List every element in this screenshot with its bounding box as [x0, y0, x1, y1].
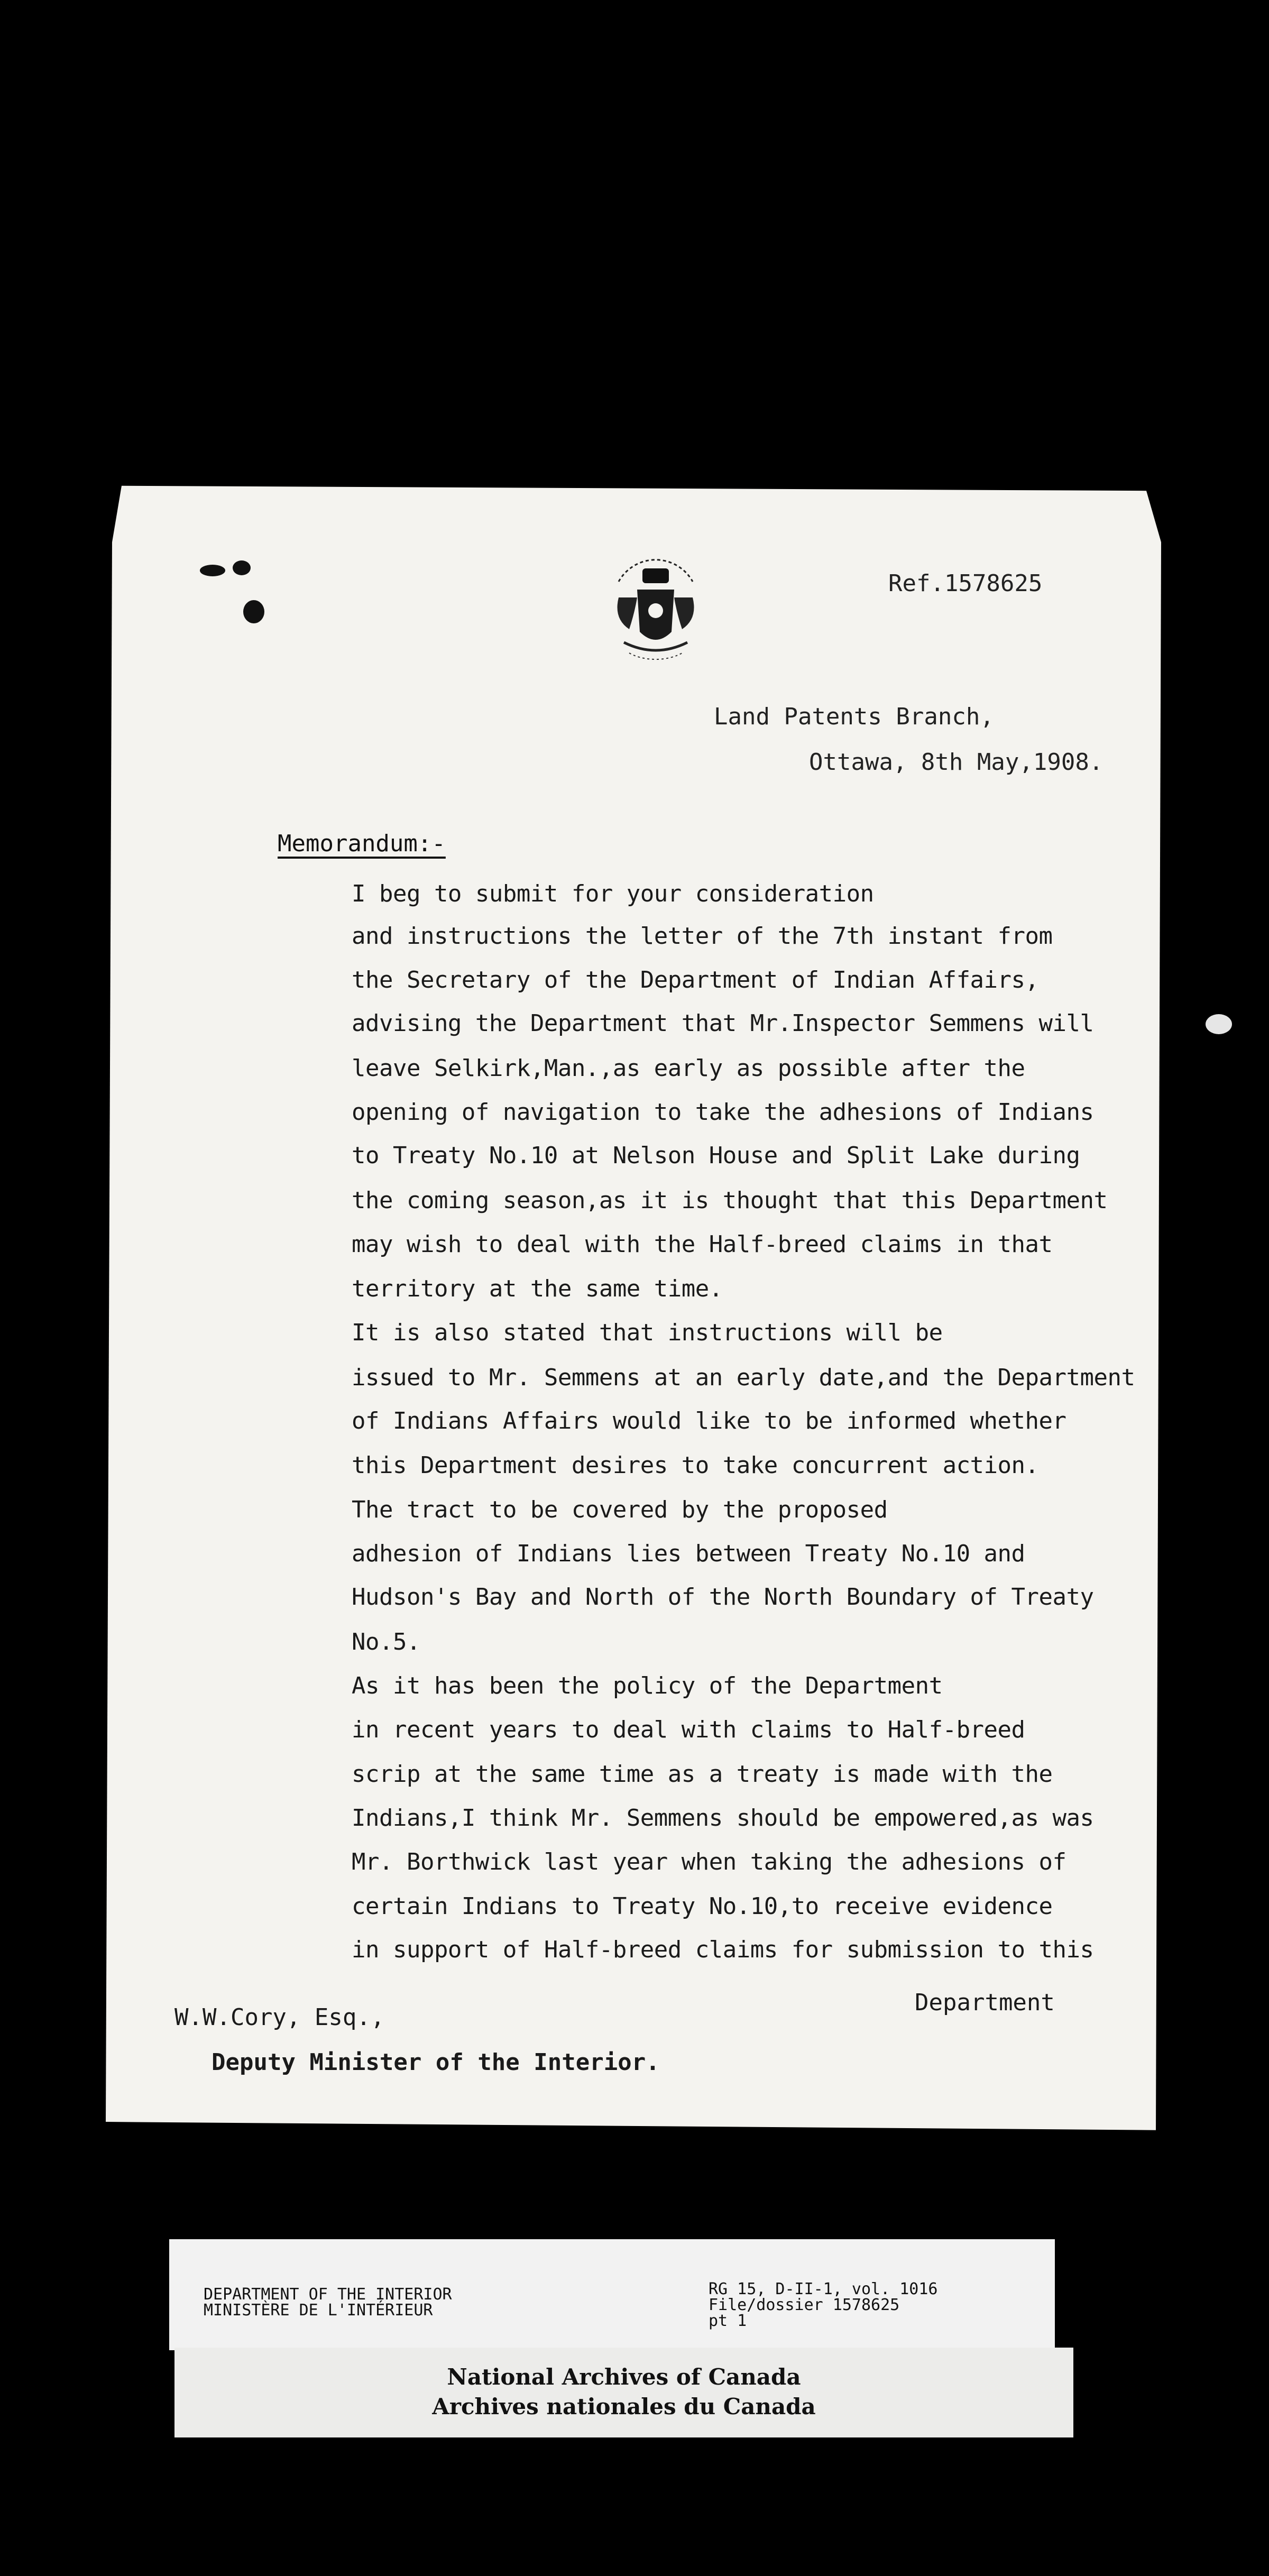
ink-mark — [243, 600, 264, 623]
addressee-name: W.W.Cory, Esq., — [174, 2004, 385, 2031]
archive-reference — [709, 2281, 937, 2329]
body-line: territory at the same time. — [352, 1275, 723, 1302]
body-line: The tract to be covered by the proposed — [352, 1496, 888, 1523]
memo-heading: Memorandum:- — [278, 830, 446, 857]
department-fr: MINISTÈRE DE L'INTÉRIEUR — [204, 2301, 433, 2320]
branch-name: Land Patents Branch, — [714, 703, 994, 730]
body-line: advising the Department that Mr.Inspector Semmens will — [352, 1010, 1094, 1037]
reference-number: Ref.1578625 — [888, 570, 1043, 597]
body-line: and instructions the letter of the 7th instant from — [352, 923, 1053, 950]
archive-ref-line: pt 1 — [709, 2312, 747, 2330]
body-line: adhesion of Indians lies between Treaty No.10 and — [352, 1540, 1025, 1567]
archives-name-en: National Archives of Canada — [447, 2364, 801, 2390]
body-line: Mr. Borthwick last year when taking the adhesions of — [352, 1848, 1066, 1875]
body-line: I beg to submit for your consideration — [352, 880, 874, 907]
body-line: Hudson's Bay and North of the North Boundary of Treaty — [352, 1584, 1094, 1611]
catchword: Department — [915, 1989, 1055, 2016]
body-line: certain Indians to Treaty No.10,to receive evidence — [352, 1893, 1053, 1920]
ink-mark — [233, 560, 251, 575]
ink-mark — [200, 565, 225, 576]
body-line: As it has been the policy of the Department — [352, 1672, 943, 1699]
body-line: this Department desires to take concurrent action. — [352, 1452, 1039, 1479]
department-en: DEPARTMENT OF THE INTERIOR — [204, 2285, 452, 2304]
body-line: No.5. — [352, 1629, 420, 1655]
document-page — [106, 476, 1162, 2133]
archives-banner — [174, 2348, 1073, 2437]
archives-name-fr: Archives nationales du Canada — [432, 2394, 816, 2419]
body-line: leave Selkirk,Man.,as early as possible after the — [352, 1055, 1025, 1082]
body-line: of Indians Affairs would like to be informed whether — [352, 1407, 1066, 1434]
archive-ref-line: File/dossier 1578625 — [709, 2296, 900, 2314]
department-label — [204, 2287, 452, 2319]
body-line: to Treaty No.10 at Nelson House and Split Lake during — [352, 1142, 1080, 1169]
archive-ref-line: RG 15, D-II-1, vol. 1016 — [709, 2280, 938, 2298]
body-line: Indians,I think Mr. Semmens should be empowered,as was — [352, 1805, 1094, 1832]
department-seal-icon — [597, 539, 714, 666]
place-and-date: Ottawa, 8th May,1908. — [809, 749, 1104, 776]
body-line: opening of navigation to take the adhesions of Indians — [352, 1099, 1094, 1126]
body-line: scrip at the same time as a treaty is made with the — [352, 1761, 1053, 1788]
body-line: the coming season,as it is thought that this Department — [352, 1187, 1108, 1214]
body-line: the Secretary of the Department of Indian Affairs, — [352, 967, 1039, 993]
body-line: issued to Mr. Semmens at an early date,and the Department — [352, 1364, 1135, 1391]
body-line: It is also stated that instructions will be — [352, 1319, 943, 1346]
body-line: in support of Half-breed claims for submission to this — [352, 1936, 1094, 1963]
scan-artifact — [1206, 1014, 1232, 1034]
body-line: may wish to deal with the Half-breed claims in that — [352, 1231, 1053, 1258]
addressee-title: Deputy Minister of the Interior. — [212, 2049, 660, 2076]
archive-reference-label — [169, 2239, 1055, 2350]
body-line: in recent years to deal with claims to Half-breed — [352, 1716, 1025, 1743]
